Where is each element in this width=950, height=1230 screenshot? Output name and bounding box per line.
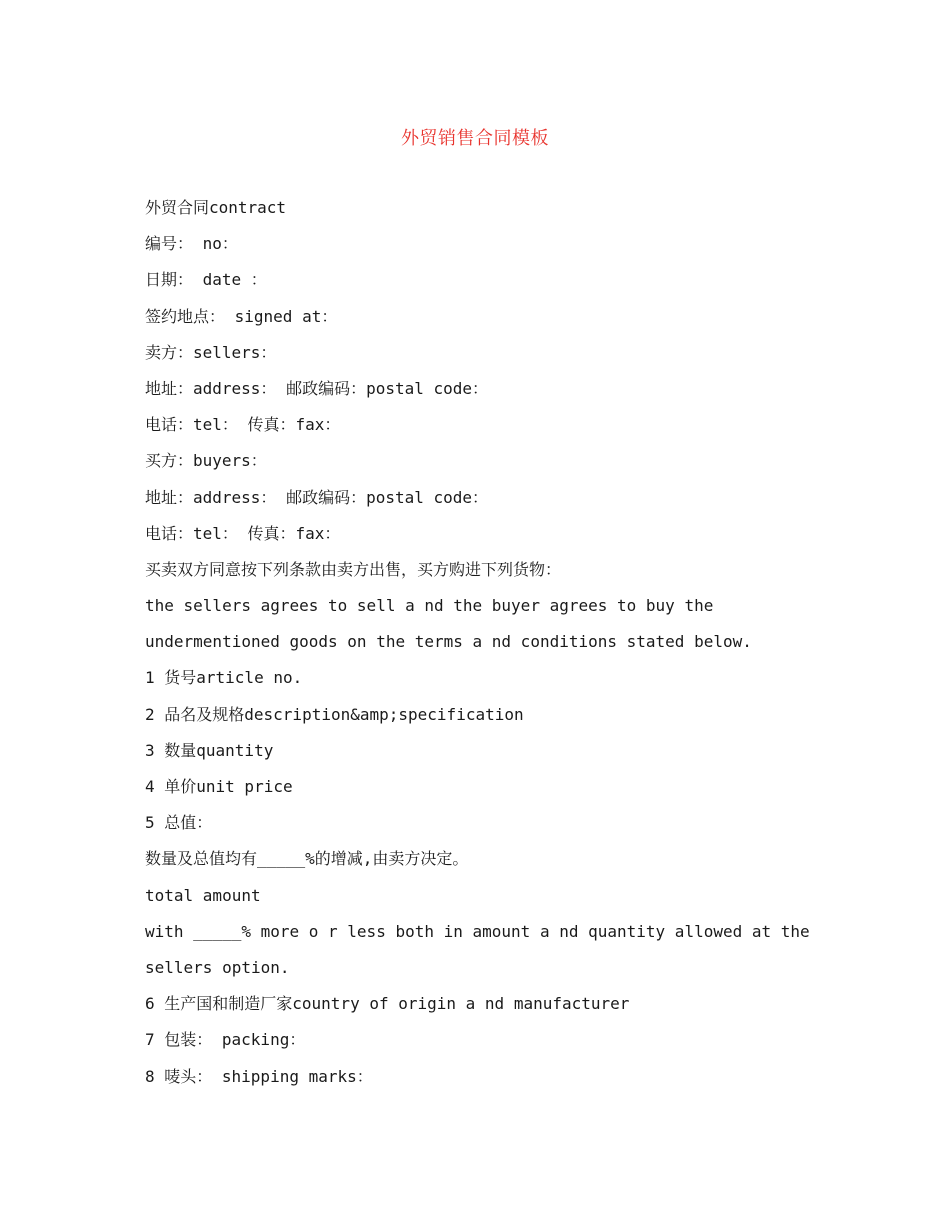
clause-packing: 7 包装： packing： — [145, 1030, 306, 1050]
tolerance-zh-line: 数量及总值均有_____%的增减,由卖方决定。 — [145, 849, 469, 869]
clause-unit-price: 4 单价unit price — [145, 777, 293, 796]
tolerance-en-line-1: with _____% more o r less both in amount a nd quantity allowed at the — [145, 921, 810, 941]
buyers-tel-fax-line: 电话：tel： 传真：fax： — [145, 523, 341, 543]
clause-origin-manufacturer: 6 生产国和制造厂家country of origin a nd manufacturer — [145, 994, 630, 1014]
agreement-en-line-1: the sellers agrees to sell a nd the buyer agrees to buy the — [145, 596, 714, 616]
buyers-line: 买方：buyers： — [145, 451, 267, 471]
agreement-zh-line: 买卖双方同意按下列条款由卖方出售，买方购进下列货物： — [145, 559, 562, 579]
clause-article-no: 1 货号article no. — [145, 668, 303, 688]
sellers-address-line: 地址：address： 邮政编码：postal code： — [145, 378, 489, 398]
total-amount-line: total amount — [145, 885, 261, 905]
sellers-line: 卖方：sellers： — [145, 342, 277, 362]
agreement-en-line-2: undermentioned goods on the terms a nd conditions stated below. — [145, 632, 752, 652]
contract-number-line: 编号： no： — [145, 234, 238, 254]
tolerance-en-line-2: sellers option. — [145, 957, 290, 977]
document-body — [145, 192, 825, 1097]
sellers-tel-fax-line: 电话：tel： 传真：fax： — [145, 415, 341, 435]
clause-description: 2 品名及规格description&amp;specification — [145, 704, 524, 724]
signed-at-line: 签约地点： signed at： — [145, 306, 338, 326]
buyers-address-line: 地址：address： 邮政编码：postal code： — [145, 487, 489, 507]
contract-date-line: 日期： date ： — [145, 270, 267, 290]
contract-heading-line: 外贸合同contract — [145, 198, 287, 217]
clause-total-value: 5 总值： — [145, 813, 213, 833]
clause-quantity: 3 数量quantity — [145, 740, 274, 760]
clause-shipping-marks: 8 唛头： shipping marks： — [145, 1066, 373, 1086]
document-title: 外贸销售合同模板 — [401, 128, 549, 149]
